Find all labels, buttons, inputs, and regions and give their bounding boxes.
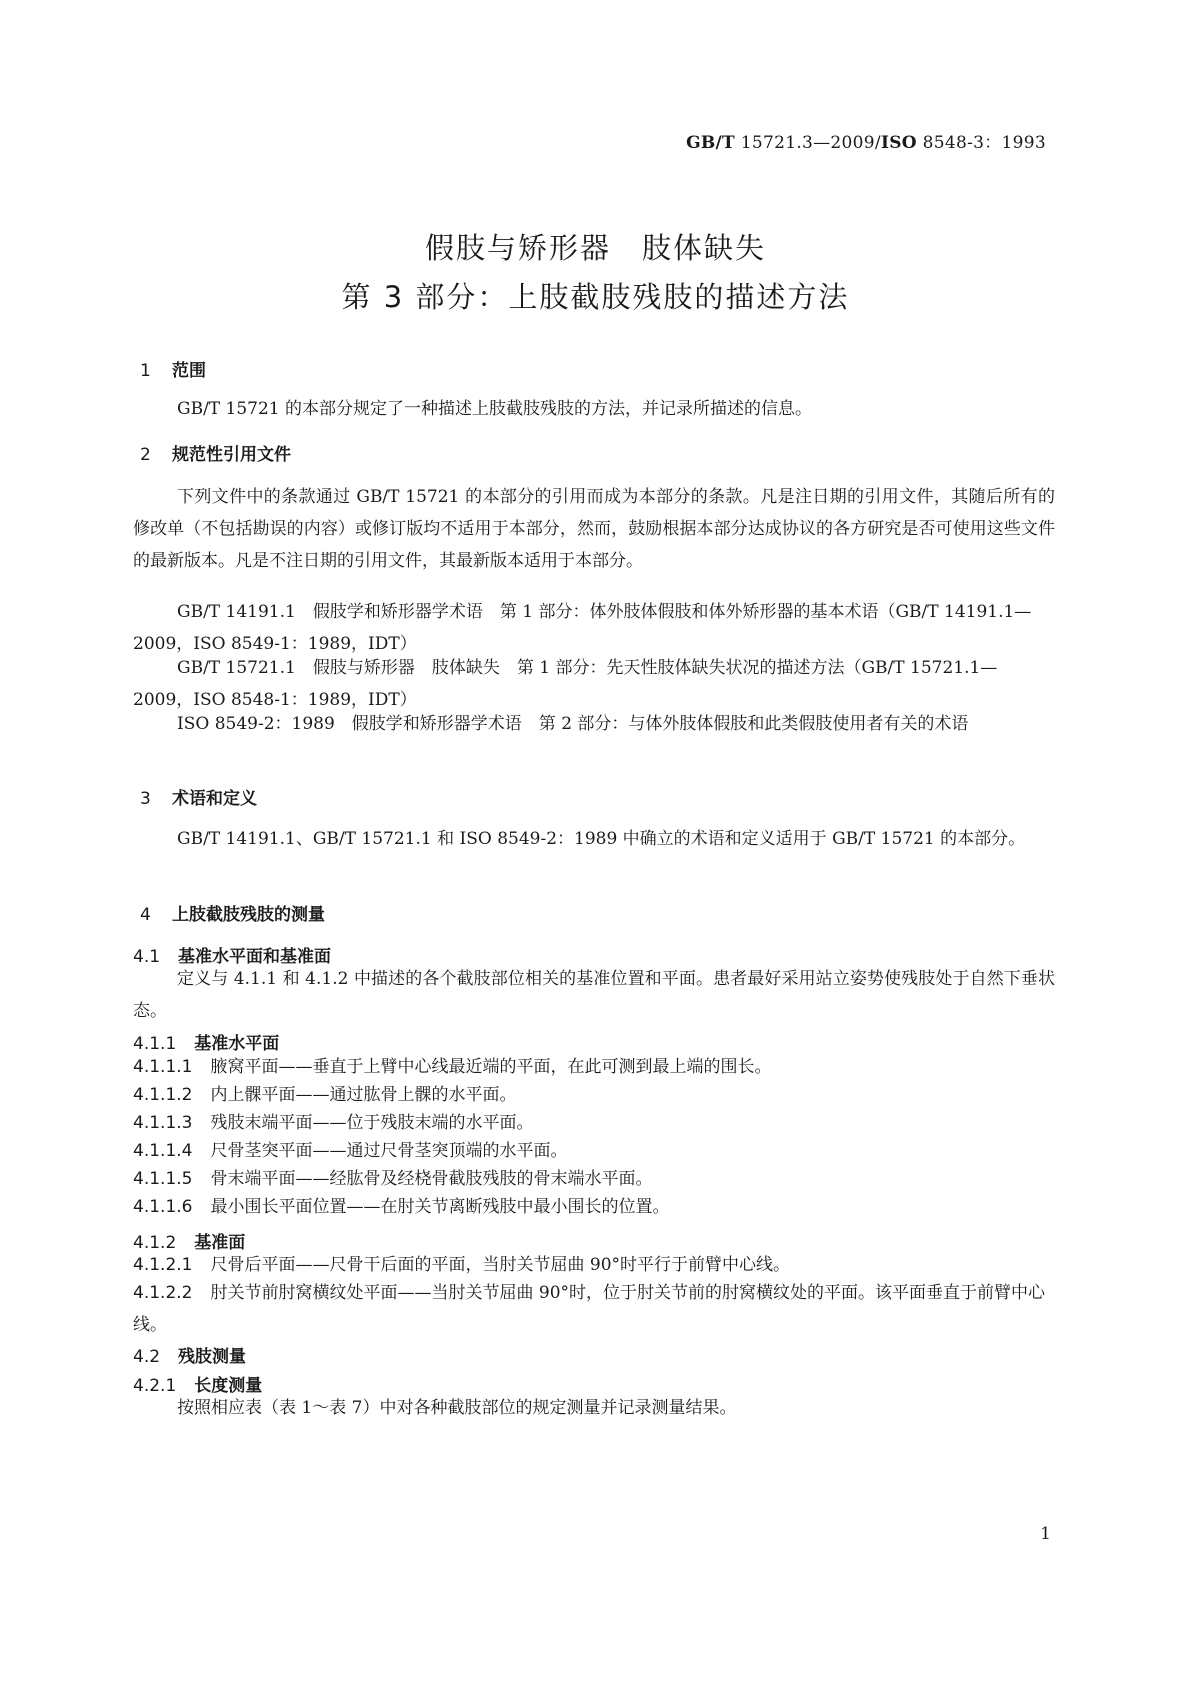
clause-number: 4.1.1.5: [133, 1169, 193, 1189]
clause-number: 4.1.1.3: [133, 1113, 193, 1133]
standard-code-iso-number: 8548-3：1993: [922, 133, 1046, 153]
clause-text: 尺骨后平面——尺骨干后面的平面，当肘关节屈曲 90°时平行于前臂中心线。: [210, 1255, 791, 1275]
section-number: 4.1.2: [133, 1233, 177, 1253]
standard-code-gbt: GB/T: [686, 133, 736, 153]
reference-3: ISO 8549-2：1989 假肢学和矫形器学术语 第 2 部分：与体外肢体假肢和此类假肢使用者有关的术语: [177, 714, 969, 734]
section-2-intro: 下列文件中的条款通过 GB/T 15721 的本部分的引用而成为本部分的条款。凡是注日期的引用文件，其随后所有的修改单（不包括勘误的内容）或修订版均不适用于本部分，然而，鼓励根据本部分达成协议的各方研究是否可使用这些文件的最新版本。凡是不注日期的引用文件，其最新版本适用于本部分。: [133, 487, 1055, 571]
section-title: 残肢测量: [178, 1347, 247, 1367]
section-3-heading: [140, 784, 257, 809]
clause-text: 骨末端平面——经肱骨及经桡骨截肢残肢的骨末端水平面。: [210, 1169, 653, 1189]
clause-number: 4.1.1.1: [133, 1057, 193, 1077]
page-number: 1: [1040, 1524, 1051, 1544]
section-number: 4.2.1: [133, 1376, 177, 1396]
clause-number: 4.1.1.4: [133, 1141, 193, 1161]
clause-4-1-2-2: [133, 1277, 1055, 1341]
standard-code-number: 15721.3—2009/: [740, 133, 881, 153]
section-title: 长度测量: [194, 1376, 263, 1396]
clause-text: 内上髁平面——通过肱骨上髁的水平面。: [210, 1085, 517, 1105]
section-4-1-text: 定义与 4.1.1 和 4.1.2 中描述的各个截肢部位相关的基准位置和平面。患者最好采用站立姿势使残肢处于自然下垂状态。: [133, 969, 1055, 1021]
section-2-heading: [140, 440, 291, 465]
section-4-2-1-text: 按照相应表（表 1～表 7）中对各种截肢部位的规定测量并记录测量结果。: [177, 1398, 737, 1418]
clause-text: 腋窝平面——垂直于上臂中心线最近端的平面，在此可测到最上端的围长。: [210, 1057, 772, 1077]
document-title-line1: 假肢与矫形器 肢体缺失: [424, 231, 766, 265]
clause-number: 4.1.1.6: [133, 1197, 193, 1217]
section-title: 基准水平面和基准面: [178, 947, 332, 967]
section-3-text: GB/T 14191.1、GB/T 15721.1 和 ISO 8549-2：1989 中确立的术语和定义适用于 GB/T 15721 的本部分。: [177, 829, 1026, 849]
section-1-heading: [140, 356, 206, 381]
reference-2: GB/T 15721.1 假肢与矫形器 肢体缺失 第 1 部分：先天性肢体缺失状况的描述方法（GB/T 15721.1—2009，ISO 8548-1：1989，IDT）: [133, 658, 998, 710]
section-number: 4: [140, 905, 151, 925]
section-title: 基准水平面: [194, 1034, 280, 1054]
clause-4-1-1-6: [133, 1191, 1055, 1223]
section-number: 4.1: [133, 947, 161, 967]
section-4-heading: [140, 900, 325, 925]
section-title: 范围: [172, 361, 206, 381]
section-number: 4.2: [133, 1347, 161, 1367]
standard-code: [686, 128, 1046, 153]
clause-number: 4.1.2.1: [133, 1255, 193, 1275]
section-number: 3: [140, 789, 151, 809]
clause-number: 4.1.1.2: [133, 1085, 193, 1105]
section-1-text: GB/T 15721 的本部分规定了一种描述上肢截肢残肢的方法，并记录所描述的信息。: [177, 399, 813, 419]
section-title: 基准面: [194, 1233, 246, 1253]
clause-text: 残肢末端平面——位于残肢末端的水平面。: [210, 1113, 534, 1133]
section-number: 1: [140, 361, 151, 381]
section-title: 上肢截肢残肢的测量: [172, 905, 325, 925]
clause-text: 肘关节前肘窝横纹处平面——当肘关节屈曲 90°时，位于肘关节前的肘窝横纹处的平面。该平面垂直于前臂中心线。: [133, 1283, 1046, 1335]
section-title: 规范性引用文件: [172, 445, 291, 465]
reference-1: GB/T 14191.1 假肢学和矫形器学术语 第 1 部分：体外肢体假肢和体外矫形器的基本术语（GB/T 14191.1—2009，ISO 8549-1：1989，IDT）: [133, 602, 1032, 654]
section-number: 2: [140, 445, 151, 465]
section-title: 术语和定义: [172, 789, 257, 809]
section-number: 4.1.1: [133, 1034, 177, 1054]
clause-number: 4.1.2.2: [133, 1283, 193, 1303]
section-4-2-heading: [133, 1342, 246, 1367]
standard-code-iso: ISO: [880, 133, 917, 153]
document-title-line2: 第 3 部分：上肢截肢残肢的描述方法: [341, 280, 850, 314]
clause-text: 最小围长平面位置——在肘关节离断残肢中最小围长的位置。: [210, 1197, 670, 1217]
clause-text: 尺骨茎突平面——通过尺骨茎突顶端的水平面。: [210, 1141, 568, 1161]
